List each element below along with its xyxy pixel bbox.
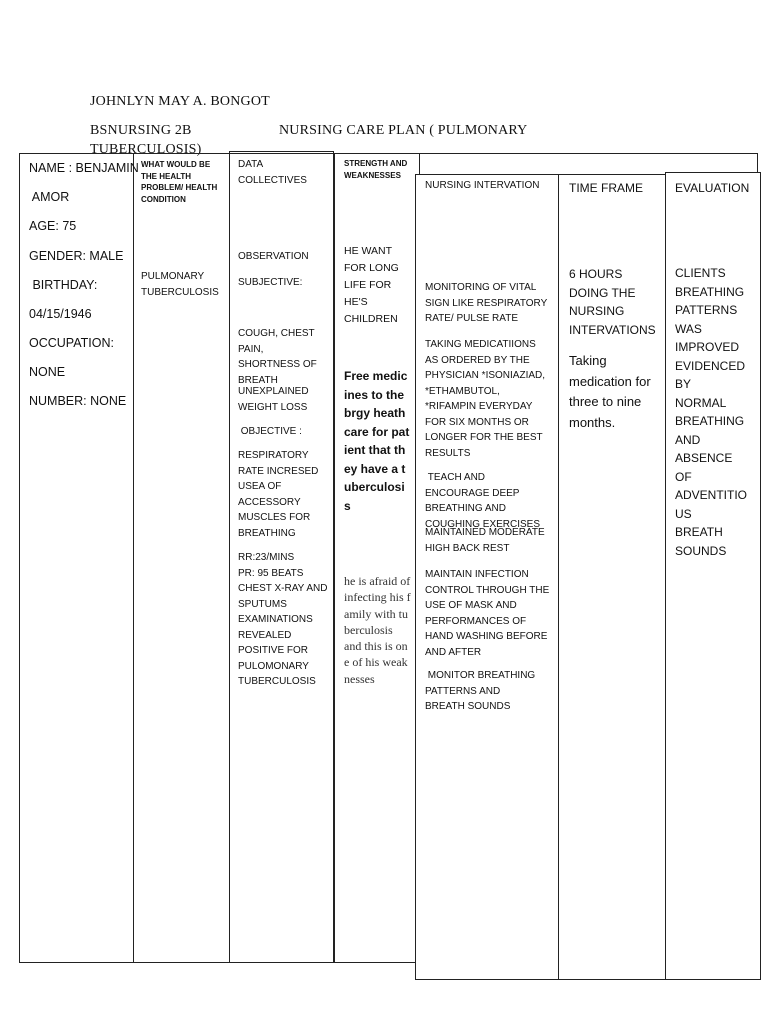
patient-occupation-label: OCCUPATION:	[29, 336, 114, 350]
strengths-column	[344, 158, 416, 686]
health-problem-header: WHAT WOULD BE THE HEALTH PROBLEM/ HEALTH CONDITION	[141, 160, 218, 204]
objective-label: OBJECTIVE :	[238, 426, 302, 437]
author-name: JOHNLYN MAY A. BONGOT	[90, 94, 270, 109]
patient-occupation: NONE	[29, 365, 66, 379]
patient-number: NUMBER: NONE	[29, 394, 127, 408]
strength-long-life: HE WANT FOR LONG LIFE FOR HE'S CHILDREN	[344, 245, 399, 325]
evaluation-column	[675, 179, 755, 558]
document-title-continued: TUBERCULOSIS)	[90, 142, 202, 157]
interventions-header: NURSING INTERVATION	[425, 180, 540, 191]
subjective-label: SUBJECTIVE:	[238, 277, 303, 288]
strengths-header: STRENGTH AND WEAKNESSES	[344, 159, 408, 180]
intervention-item: TAKING MEDICATIIONS AS ORDERED BY THE PHYSICIAN *ISONIAZIAD, *ETHAMBUTOL, *RIFAMPIN EVERYDAY FOR SIX MONTHS OR LONGER FOR THE BEST RESULTS	[425, 339, 546, 459]
data-collectives-column	[238, 157, 328, 687]
time-frame-medication: Taking medication for three to nine months.	[569, 353, 651, 430]
time-frame-nursing-interventions: 6 HOURS DOING THE NURSING INTERVATIONS	[569, 267, 656, 337]
interventions-column	[425, 178, 553, 712]
objective-vitals: RR:23/MINS PR: 95 BEATS CHEST X-RAY AND SPUTUMS EXAMINATIONS REVEALED POSITIVE FOR PULOMONARY TUBERCULOSIS	[238, 552, 328, 687]
strength-free-medicines: Free medicines to the brgy heath care for patient that they have a tuberculosis	[344, 369, 410, 513]
observation-label: OBSERVATION	[238, 251, 309, 262]
time-frame-column	[569, 179, 661, 430]
weakness-fear-of-infection: he is afraid of infecting his family with tuberculosis and this is one of his weaknesses	[344, 574, 411, 686]
patient-name: NAME : BENJAMIN	[29, 161, 139, 175]
intervention-item: MONITOR BREATHING PATTERNS AND BREATH SOUNDS	[425, 670, 538, 712]
patient-birthday-label: BIRTHDAY:	[29, 278, 98, 292]
objective-respiratory: RESPIRATORY RATE INCRESED USEA OF ACCESSORY MUSCLES FOR BREATHING	[238, 450, 319, 539]
intervention-item: MAINTAINED MODERATE HIGH BACK REST	[425, 527, 545, 554]
patient-gender: GENDER: MALE	[29, 249, 124, 263]
patient-age: AGE: 75	[29, 219, 77, 233]
evaluation-header: EVALUATION	[675, 181, 750, 195]
subjective-weight: UNEXPLAINED WEIGHT LOSS	[238, 386, 309, 413]
course-label: BSNURSING 2B	[90, 123, 192, 138]
health-problem-column	[141, 159, 226, 300]
intervention-item: MAINTAIN INFECTION CONTROL THROUGH THE USE OF MASK AND PERFORMANCES OF HAND WASHING BEFORE AND AFTER	[425, 569, 550, 658]
patient-birthday: 04/15/1946	[29, 307, 92, 321]
patient-name-continued: AMOR	[29, 190, 70, 204]
health-problem-value: PULMONARY TUBERCULOSIS	[141, 271, 219, 298]
subjective-cough: COUGH, CHEST PAIN, SHORTNESS OF BREATH	[238, 328, 317, 386]
intervention-item: TEACH AND ENCOURAGE DEEP BREATHING AND COUGHING EXERCISES	[425, 472, 541, 530]
data-collectives-header: DATA COLLECTIVES	[238, 159, 307, 186]
evaluation-value: CLIENTS BREATHING PATTERNS WAS IMPROVED EVIDENCED BY NORMAL BREATHING AND ABSENCE OF ADVENTITIO US BREATH SOUNDS	[675, 266, 748, 558]
document-title: NURSING CARE PLAN ( PULMONARY	[279, 123, 528, 138]
time-frame-header: TIME FRAME	[569, 181, 643, 195]
intervention-item: MONITORING OF VITAL SIGN LIKE RESPIRATORY RATE/ PULSE RATE	[425, 282, 548, 324]
